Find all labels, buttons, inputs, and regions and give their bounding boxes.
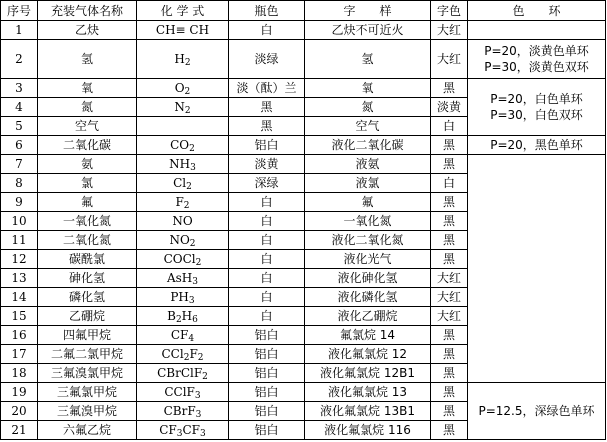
cell-bottle-color: 白 [229,21,305,40]
cell-no: 3 [1,79,38,98]
formula-subscript: 2 [184,106,191,116]
cell-text-color: 大红 [431,40,468,79]
formula-base: H [174,52,185,66]
cell-name: 二氟二氯甲烷 [38,345,137,364]
cell-bottle-color: 淡黄 [229,155,305,174]
table-row [1,136,606,155]
cell-text-color: 淡黄 [431,98,468,117]
formula-subscript: 3 [190,163,196,173]
formula-subscript: 3 [188,296,195,306]
cell-formula [137,79,229,98]
formula-base: NH [169,157,191,171]
cell-bottle-color: 铝白 [229,326,305,345]
cell-formula [137,40,229,79]
cell-bottle-color: 深绿 [229,174,305,193]
cell-bottle-color: 白 [229,193,305,212]
table-row [1,383,606,402]
cell-name: 三氟氯甲烷 [38,383,137,402]
cell-text: 液化氟氯烷 13B1 [305,402,431,421]
formula-subscript: 3 [195,410,202,420]
cell-text-color: 黑 [431,193,468,212]
header-bottle-color: 瓶色 [229,1,305,21]
cell-ring-empty [468,21,606,40]
cell-no: 2 [1,40,38,79]
cell-bottle-color: 淡绿 [229,40,305,79]
cell-no: 19 [1,383,38,402]
cell-formula [137,326,229,345]
cell-text: 液化氟氯烷 13 [305,383,431,402]
formula-subscript: 2 [189,239,196,249]
cell-text-color: 黑 [431,155,468,174]
cell-text: 液氨 [305,155,431,174]
cell-name: 乙硼烷 [38,307,137,326]
cell-bottle-color: 淡（酞）兰 [229,79,305,98]
ring-line: P=30，白色双环 [490,108,583,122]
cell-no: 18 [1,364,38,383]
cell-no: 11 [1,231,38,250]
cell-text-color: 黑 [431,79,468,98]
cell-text-color: 大红 [431,288,468,307]
cell-no: 12 [1,250,38,269]
cell-formula: CBrClF$_2$ [137,364,229,383]
cell-text: 液氯 [305,174,431,193]
cell-text-color: 大红 [431,269,468,288]
cell-text: 液化氟氯烷 12B1 [305,364,431,383]
cell-text: 氢 [305,40,431,79]
cell-bottle-color: 白 [229,212,305,231]
cell-text-color: 黑 [431,231,468,250]
cell-no: 15 [1,307,38,326]
cell-formula: $CF_3CF_3$ [137,421,229,440]
header-text-color: 字色 [431,1,468,21]
cell-formula [137,231,229,250]
cell-no: 14 [1,288,38,307]
ring-line: P=20，淡黄色单环 [484,44,589,58]
cell-text-color: 黑 [431,364,468,383]
cell-ring-oxygen-nitrogen-air [468,79,606,136]
formula-subscript: 2 [195,258,202,268]
cell-name: 乙炔 [38,21,137,40]
formula-base: PH [170,290,189,304]
cell-bottle-color: 铝白 [229,136,305,155]
cell-text: 液化光气 [305,250,431,269]
cell-bottle-color: 白 [229,269,305,288]
cell-bottle-color: 黑 [229,98,305,117]
cell-text: 液化磷化氢 [305,288,431,307]
formula-base: Cl [173,176,187,190]
cell-formula [137,402,229,421]
cell-name: 砷化氢 [38,269,137,288]
formula-subscript: 2 [184,87,191,97]
cell-text: 氟氯烷 14 [305,326,431,345]
cell-no: 5 [1,117,38,136]
formula-subscript: 3 [194,391,201,401]
cell-ring-co2: P=20，黑色单环 [468,136,606,155]
cell-text: 液化氟氯烷 116 [305,421,431,440]
header-formula: 化 学 式 [137,1,229,21]
cell-text-color: 白 [431,174,468,193]
cell-formula [137,383,229,402]
ring-line: P=20，白色单环 [490,92,583,106]
cell-ring-fluorocarbons: P=12.5，深绿色单环 [468,383,606,440]
cell-name: 六氟乙烷 [38,421,137,440]
cell-formula: $B_2H_6$ [137,307,229,326]
cell-formula: $CCl_2F_2$ [137,345,229,364]
cell-name: 空气 [38,117,137,136]
formula-subscript: 2 [189,144,195,154]
formula-base: NO [169,233,190,247]
cell-ring-hydrogen [468,40,606,79]
cell-no: 17 [1,345,38,364]
cell-bottle-color: 白 [229,250,305,269]
formula-base: F [175,195,184,209]
cell-bottle-color: 铝白 [229,345,305,364]
cell-formula: NO [137,212,229,231]
cell-text: 液化二氧化氮 [305,231,431,250]
cell-no: 1 [1,21,38,40]
cell-name: 磷化氢 [38,288,137,307]
cell-text: 液化二氧化碳 [305,136,431,155]
cell-formula [137,250,229,269]
cell-bottle-color: 白 [229,288,305,307]
cell-no: 9 [1,193,38,212]
cell-name: 氟 [38,193,137,212]
cell-text-color: 黑 [431,345,468,364]
cell-formula [137,288,229,307]
formula-subscript: 2 [184,58,191,68]
formula-base: CO [170,138,190,152]
formula-base: CClF [164,385,195,399]
cell-no: 8 [1,174,38,193]
cell-ring-empty [468,155,606,383]
cell-text: 液化砷化氢 [305,269,431,288]
cell-no: 21 [1,421,38,440]
cell-name: 二氧化碳 [38,136,137,155]
cell-name: 三氟溴甲烷 [38,402,137,421]
formula-subscript: 3 [192,277,199,287]
header-text: 字 样 [305,1,431,21]
table-row [1,155,606,174]
formula-base: N [174,100,185,114]
ring-line: P=30，淡黄色双环 [484,60,589,74]
cell-formula [137,193,229,212]
cell-text-color: 黑 [431,136,468,155]
cell-text: 液化乙硼烷 [305,307,431,326]
cell-bottle-color: 铝白 [229,364,305,383]
cell-name: 氯 [38,174,137,193]
table-row [1,40,606,79]
formula-subscript: 2 [183,201,190,211]
formula-base: O [174,81,185,95]
cell-text-color: 黑 [431,402,468,421]
cell-formula [137,136,229,155]
cell-name: 二氧化氮 [38,231,137,250]
cell-no: 16 [1,326,38,345]
cell-text: 一氧化氮 [305,212,431,231]
cell-text-color: 黑 [431,421,468,440]
cell-formula [137,117,229,136]
cell-text: 空气 [305,117,431,136]
cell-no: 10 [1,212,38,231]
formula-subscript: 4 [188,334,195,344]
cell-no: 7 [1,155,38,174]
cell-text: 液化氟氯烷 12 [305,345,431,364]
cell-formula [137,174,229,193]
cell-text: 氮 [305,98,431,117]
cell-name: 氮 [38,98,137,117]
cell-name: 三氟溴氯甲烷 [38,364,137,383]
cell-name: 一氧化氮 [38,212,137,231]
cell-no: 6 [1,136,38,155]
cell-text-color: 黑 [431,383,468,402]
formula-base: CF [170,328,189,342]
formula-base: CBrF [163,404,196,418]
formula-subscript: 2 [186,182,192,192]
cell-no: 13 [1,269,38,288]
cell-text: 氟 [305,193,431,212]
cell-text-color: 黑 [431,212,468,231]
cell-formula [137,155,229,174]
table-row [1,79,606,98]
formula-base: COCl [163,252,196,266]
cell-no: 4 [1,98,38,117]
cell-bottle-color: 铝白 [229,383,305,402]
cell-text: 氧 [305,79,431,98]
cell-text-color: 黑 [431,326,468,345]
cell-name: 氧 [38,79,137,98]
cell-text-color: 白 [431,117,468,136]
header-no: 序号 [1,1,38,21]
formula-base: AsH [166,271,193,285]
cell-bottle-color: 白 [229,307,305,326]
table-row [1,21,606,40]
cell-name: 氨 [38,155,137,174]
cell-bottle-color: 白 [229,231,305,250]
cell-formula [137,269,229,288]
header-name: 充装气体名称 [38,1,137,21]
cell-no: 20 [1,402,38,421]
cell-name: 氢 [38,40,137,79]
cell-bottle-color: 铝白 [229,421,305,440]
cell-text-color: 黑 [431,250,468,269]
header-ring: 色 环 [468,1,606,21]
cell-name: 碳酰氯 [38,250,137,269]
cell-bottle-color: 铝白 [229,402,305,421]
cell-name: 四氟甲烷 [38,326,137,345]
cell-text-color: 大红 [431,307,468,326]
cell-text-color: 大红 [431,21,468,40]
cell-formula [137,98,229,117]
cell-bottle-color: 黑 [229,117,305,136]
header-row [1,1,606,21]
cell-text: 乙炔不可近火 [305,21,431,40]
cell-formula: CH≡ CH [137,21,229,40]
